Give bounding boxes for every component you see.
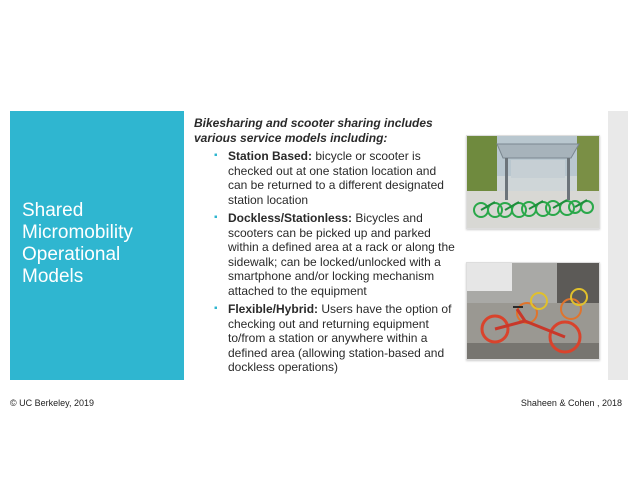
- copyright-footer: © UC Berkeley, 2019: [10, 398, 95, 408]
- bullet-text: Users have the option of checking out and returning equipment to/from a station or anywhere within a defined area (allowing station-based and dockless operations): [228, 302, 452, 374]
- bullet-term: Dockless/Stationless:: [228, 211, 353, 225]
- bullet-text: Bicycles and scooters can be picked up and parked within a defined area at a rack or along the sidewalk; can be locked/unlocked with a smartphone and/or locking mechanism attached to the equipment: [228, 211, 455, 298]
- bullet-icon: ▪: [214, 303, 218, 314]
- station-photo: [466, 135, 600, 229]
- bullet-icon: ▪: [214, 150, 218, 161]
- bullet-icon: ▪: [214, 212, 218, 223]
- bullet-list: [194, 149, 456, 375]
- bullet-text: bicycle or scooter is checked out at one station location and can be returned to a different designated station location: [228, 149, 444, 207]
- bullet-item-dockless: [212, 211, 456, 298]
- right-decor-strip: [608, 111, 628, 380]
- bullet-term: Station Based:: [228, 149, 313, 163]
- bullet-item-flexible: [212, 302, 456, 375]
- slide-title: Shared Micromobility Operational Models: [22, 200, 133, 287]
- dockless-bikes-photo: [466, 262, 600, 360]
- bullet-item-station-based: [212, 149, 456, 207]
- bullet-term: Flexible/Hybrid:: [228, 302, 319, 316]
- intro-text: Bikesharing and scooter sharing includes various service models including:: [194, 116, 433, 145]
- source-footer: Shaheen & Cohen , 2018: [520, 398, 622, 408]
- content-area: [194, 116, 456, 379]
